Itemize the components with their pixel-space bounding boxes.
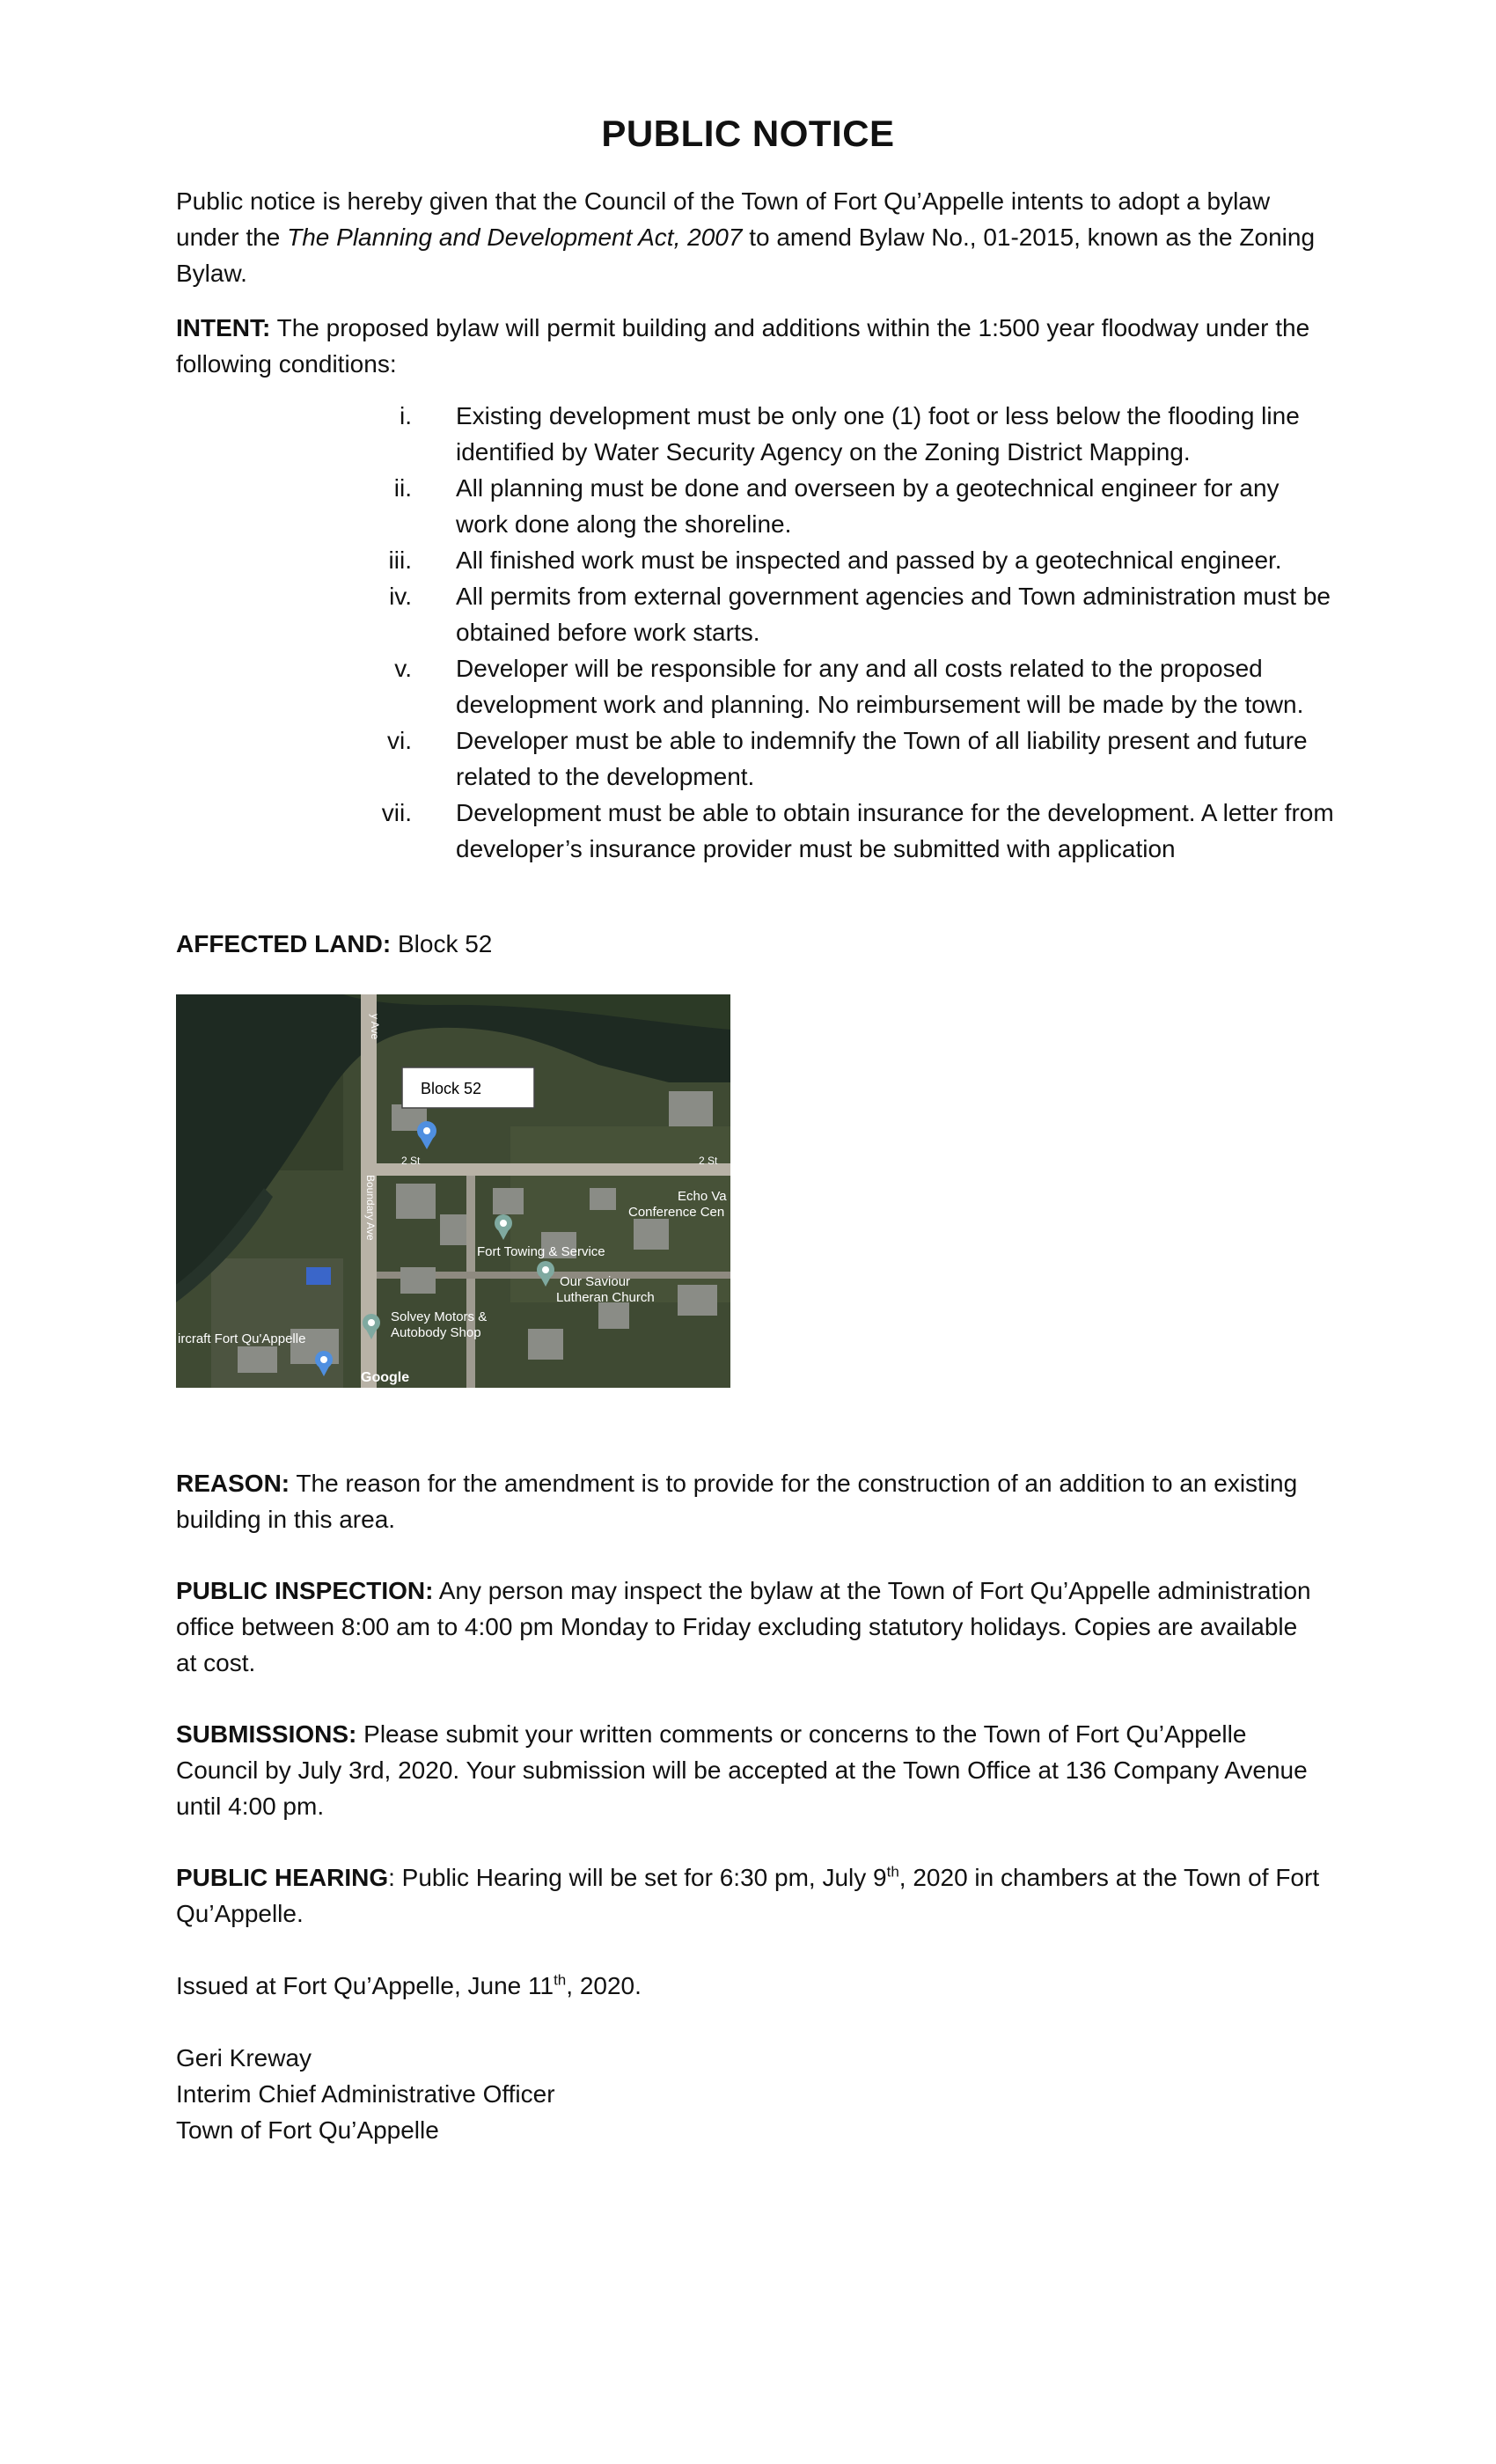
- issued-paragraph: [176, 1968, 1320, 2004]
- signature-position: Interim Chief Administrative Officer: [176, 2080, 555, 2108]
- signature-organization: Town of Fort Qu’Appelle: [176, 2116, 439, 2144]
- public-inspection-paragraph: [176, 1573, 1320, 1681]
- condition-number: iv.: [389, 583, 412, 610]
- condition-number: v.: [394, 655, 412, 682]
- reason-text: The reason for the amendment is to provide for the construction of an addition to an existing building in this area.: [176, 1470, 1298, 1533]
- condition-text: All permits from external government agencies and Town administration must be obtained before work starts.: [456, 583, 1331, 646]
- map-label-our-saviour: Our Saviour: [560, 1274, 631, 1289]
- condition-item: [370, 650, 1338, 722]
- map-road-lane: [466, 1176, 475, 1388]
- intent-paragraph: [176, 310, 1320, 382]
- public-hearing-paragraph: [176, 1859, 1320, 1932]
- submissions-text: Please submit your written comments or concerns to the Town of Fort Qu’Appelle Council by July 3rd, 2020. Your submission will be accepted at the Town Office at 136 Company Avenue until 4:00 pm.: [176, 1720, 1308, 1820]
- map-google-logo: Google: [361, 1370, 410, 1385]
- intro-text-1: Public notice is hereby given that the Council of the Town of Fort Qu’Appelle intents to adopt a bylaw under the: [176, 187, 1271, 251]
- map-label-autobody: Autobody Shop: [391, 1325, 481, 1340]
- map-building: [634, 1219, 669, 1250]
- map-label-fort-towing: Fort Towing & Service: [477, 1244, 605, 1259]
- intent-text: The proposed bylaw will permit building and additions within the 1:500 year floodway under the following conditions:: [176, 314, 1310, 378]
- public-hearing-text-1: : Public Hearing will be set for 6:30 pm, July 9: [388, 1864, 887, 1891]
- submissions-label: SUBMISSIONS:: [176, 1720, 357, 1748]
- condition-text: All finished work must be inspected and passed by a geotechnical engineer.: [456, 546, 1282, 574]
- page-title: PUBLIC NOTICE: [601, 113, 895, 154]
- affected-land-text: Block 52: [397, 930, 493, 957]
- map-building: [669, 1091, 713, 1126]
- reason-paragraph: [176, 1465, 1320, 1537]
- map-label-boundary-ave: Boundary Ave: [364, 1175, 377, 1241]
- public-inspection-label: PUBLIC INSPECTION:: [176, 1577, 434, 1604]
- condition-item: [370, 578, 1338, 650]
- map-building-blue-roof: [306, 1267, 331, 1285]
- issued-text-2: , 2020.: [566, 1972, 642, 1999]
- map-label-echo-valley: Echo Va: [678, 1189, 727, 1204]
- condition-item: [370, 470, 1338, 542]
- map-building: [598, 1302, 629, 1329]
- map-building: [590, 1188, 616, 1210]
- map-building: [440, 1214, 466, 1245]
- affected-land-paragraph: [176, 926, 1320, 962]
- condition-item: [370, 542, 1338, 578]
- issued-superscript: th: [554, 1971, 567, 1989]
- public-hearing-label: PUBLIC HEARING: [176, 1864, 389, 1891]
- public-hearing-superscript: th: [886, 1863, 899, 1881]
- map-label-lutheran-church: Lutheran Church: [556, 1290, 655, 1305]
- condition-text: Existing development must be only one (1) foot or less below the flooding line identified by Water Security Agency on the Zoning District Mapping.: [456, 402, 1300, 466]
- affected-land-label: AFFECTED LAND:: [176, 930, 392, 957]
- map-building: [493, 1188, 524, 1214]
- condition-number: vi.: [387, 727, 412, 754]
- map-label-aircraft: ircraft Fort Qu'Appelle: [178, 1331, 306, 1346]
- intro-text-2: to amend Bylaw No., 01-2015, known as the Zoning Bylaw.: [176, 224, 1316, 287]
- condition-text: Developer will be responsible for any and all costs related to the proposed development work and planning. No reimbursement will be made by the town.: [456, 655, 1304, 718]
- map-label-2st-left: 2 St: [401, 1155, 421, 1167]
- map-label-street-top: y Ave: [369, 1014, 381, 1040]
- public-inspection-text: Any person may inspect the bylaw at the Town of Fort Qu’Appelle administration office between 8:00 am to 4:00 pm Monday to Friday excluding statutory holidays. Copies are available at cost.: [176, 1577, 1311, 1676]
- intro-paragraph: [176, 183, 1320, 291]
- map-building: [396, 1184, 436, 1219]
- map-building: [528, 1329, 563, 1360]
- map-label-2st-right: 2 St: [699, 1155, 718, 1167]
- submissions-paragraph: [176, 1716, 1320, 1824]
- condition-item: [370, 795, 1338, 867]
- map-building: [678, 1285, 717, 1316]
- condition-text: Development must be able to obtain insurance for the development. A letter from developer’s insurance provider must be submitted with application: [456, 799, 1334, 862]
- condition-text: All planning must be done and overseen by a geotechnical engineer for any work done along the shoreline.: [456, 474, 1280, 538]
- condition-item: [370, 398, 1338, 470]
- map-label-solvey-motors: Solvey Motors &: [391, 1309, 488, 1324]
- map-building: [400, 1267, 436, 1294]
- condition-number: iii.: [388, 546, 412, 574]
- reason-label: REASON:: [176, 1470, 290, 1497]
- map-label-conference: Conference Cen: [628, 1205, 725, 1220]
- condition-number: i.: [400, 402, 412, 429]
- map-building: [238, 1346, 277, 1373]
- issued-text-1: Issued at Fort Qu’Appelle, June 11: [176, 1972, 554, 1999]
- condition-text: Developer must be able to indemnify the Town of all liability present and future related to the development.: [456, 727, 1308, 790]
- act-name: The Planning and Development Act, 2007: [287, 224, 743, 251]
- condition-item: [370, 722, 1338, 795]
- condition-number: vii.: [381, 799, 412, 826]
- public-hearing-text-2: , 2020 in chambers at the Town of Fort Qu’Appelle.: [176, 1864, 1320, 1927]
- map-callout-label: Block 52: [421, 1080, 482, 1097]
- conditions-list: [370, 398, 1338, 867]
- signature-name: Geri Kreway: [176, 2044, 312, 2072]
- satellite-map: [176, 994, 730, 1388]
- condition-number: ii.: [393, 474, 412, 502]
- intent-label: INTENT:: [176, 314, 271, 341]
